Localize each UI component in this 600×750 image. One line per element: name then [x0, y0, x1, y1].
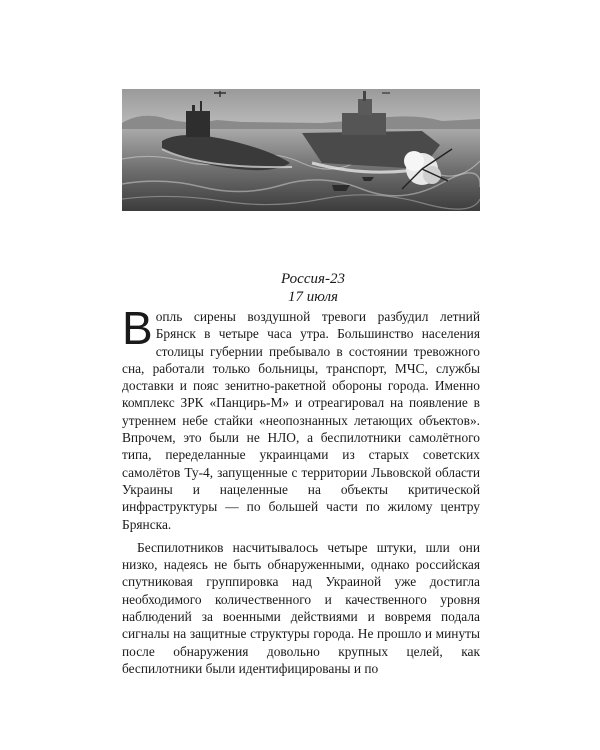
- body-text: [122, 302, 480, 677]
- paragraph: [122, 539, 480, 677]
- chapter-location: Россия-23: [281, 271, 345, 287]
- paragraph: [122, 302, 480, 533]
- paragraph-text: Беспилотников насчитывалось четыре штуки, шли они низко, надеясь не быть обнаруженными, однако российская спутниковая группировка над Украиной уже достигла необходимого количественного и качественного уровня наблюдений за военными действиями и вовремя подала сигналы на защитные структуры города. Не прошло и минуты после обнаружения довольно крупных целей, как беспилотники были идентифицированы и по: [122, 539, 480, 676]
- naval-battle-illustration: [122, 89, 480, 211]
- chapter-illustration: [122, 89, 480, 211]
- paragraph-text: опль сирены воздушной тревоги разбудил летний Брянск в четыре часа утра. Большинство населения столицы губернии пребывало в состоянии тревожного сна, работали только больницы, транспорт, МЧС, службы доставки и пояс зенитно-ракетной обороны города. Именно комплекс ЗРК «Панцирь-М» и отреагировал на появление в утреннем небе стайки «неопознанных летающих объектов». Впрочем, это были не НЛО, а беспилотники самолётного типа, переделанные украинцами из старых советских самолётов Ту-4, запущенные с территории Львовской области Украины и нацеленные на объекты критической инфраструктуры — по большей части по жилому центру Брянска.: [122, 309, 480, 532]
- chapter-header: [0, 270, 600, 306]
- drop-cap: В: [122, 302, 153, 354]
- chapter-date: 17 июля: [288, 289, 338, 305]
